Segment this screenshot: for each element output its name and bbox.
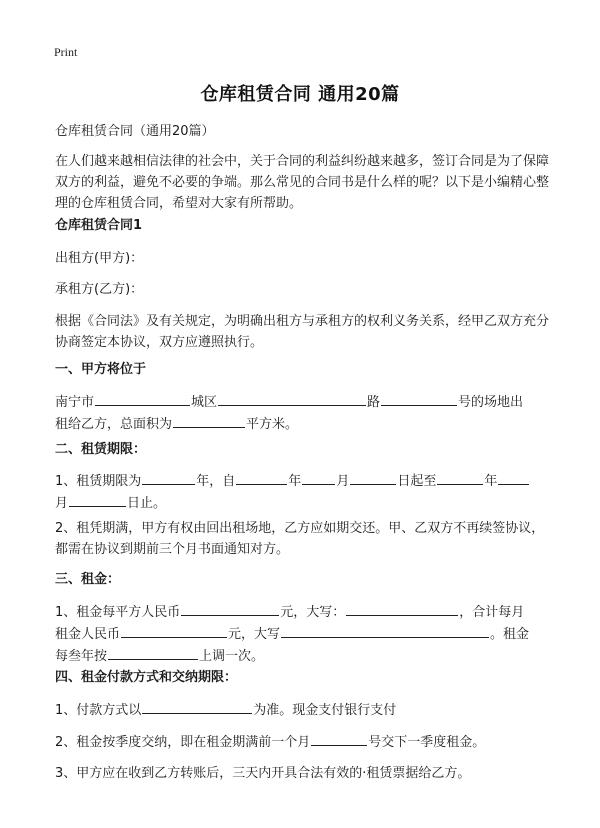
contract-heading: 仓库租赁合同1 xyxy=(55,218,143,233)
blank-monthly-rent[interactable] xyxy=(121,623,227,638)
blank-road-number[interactable] xyxy=(381,391,457,406)
section4-payment-method: 1、付款方式以 为准。现金支付银行支付 xyxy=(55,699,550,721)
section3-paragraph: 1、租金每平方人民币 元，大写： ，合计每月 租金人民币 元，大写 。租金 每叁年按 上调一次。 xyxy=(55,601,550,667)
blank-adjust-rate[interactable] xyxy=(108,645,198,660)
section3-heading: 三、租金： xyxy=(55,572,121,587)
blank-end-month-a[interactable] xyxy=(498,470,529,485)
blank-monthly-rent-words[interactable] xyxy=(281,623,489,638)
blank-end-year[interactable] xyxy=(437,470,483,485)
blank-area[interactable] xyxy=(173,413,245,428)
section2-term-paragraph: 1、租赁期限为 年，自 年 月 日起至 年 月 日止。 xyxy=(55,470,550,514)
blank-end-day[interactable] xyxy=(69,492,126,507)
blank-start-day[interactable] xyxy=(350,470,396,485)
blank-start-year[interactable] xyxy=(236,470,287,485)
intro-paragraph: 在人们越来越相信法律的社会中，关于合同的利益纠纷越来越多，签订合同是为了保障双方的利益，避免不必要的争端。那么常见的合同书是什么样的呢？以下是小编精心整理的仓库租赁合同，希望对大家有所帮助。 xyxy=(55,154,550,211)
lessor-line: 出租方(甲方)： xyxy=(55,251,144,266)
blank-district[interactable] xyxy=(218,391,366,406)
blank-city[interactable] xyxy=(95,391,190,406)
preamble-paragraph: 根据《合同法》及有关规定，为明确出租方与承租方的权利义务关系，经甲乙双方充分协商签定本协议，双方应遵照执行。 xyxy=(55,314,550,350)
blank-payment-method[interactable] xyxy=(142,699,252,714)
blank-price-words[interactable] xyxy=(346,601,458,616)
section1-paragraph: 南宁市 城区 路 号的场地出 租给乙方，总面积为 平方米。 xyxy=(55,391,550,435)
section4-quarterly: 2、租金按季度交纳，即在租金期满前一个月 号交下一季度租金。 xyxy=(55,731,550,753)
blank-price-per-sqm[interactable] xyxy=(181,601,279,616)
lessee-line: 承租方(乙方)： xyxy=(55,282,144,297)
print-link[interactable]: Print xyxy=(54,45,78,59)
blank-start-month[interactable] xyxy=(302,470,335,485)
section1-heading: 一、甲方将位于 xyxy=(55,362,147,377)
section4-invoice: 3、甲方应在收到乙方转账后，三天内开具合法有效的·租赁票据给乙方。 xyxy=(55,766,471,781)
document-title: 仓库租赁合同 通用20篇 xyxy=(200,84,400,105)
section2-heading: 二、租赁期限： xyxy=(55,442,147,457)
section4-heading: 四、租金付款方式和交纳期限： xyxy=(55,670,238,685)
blank-years[interactable] xyxy=(142,470,195,485)
document-subtitle: 仓库租赁合同（通用20篇） xyxy=(55,124,215,139)
blank-payment-day[interactable] xyxy=(311,731,367,746)
section2-expiry-paragraph: 2、租凭期满，甲方有权由回出租场地，乙方应如期交还。甲、乙双方不再续签协议，都需在协议到期前三个月书面通知对方。 xyxy=(55,521,545,557)
